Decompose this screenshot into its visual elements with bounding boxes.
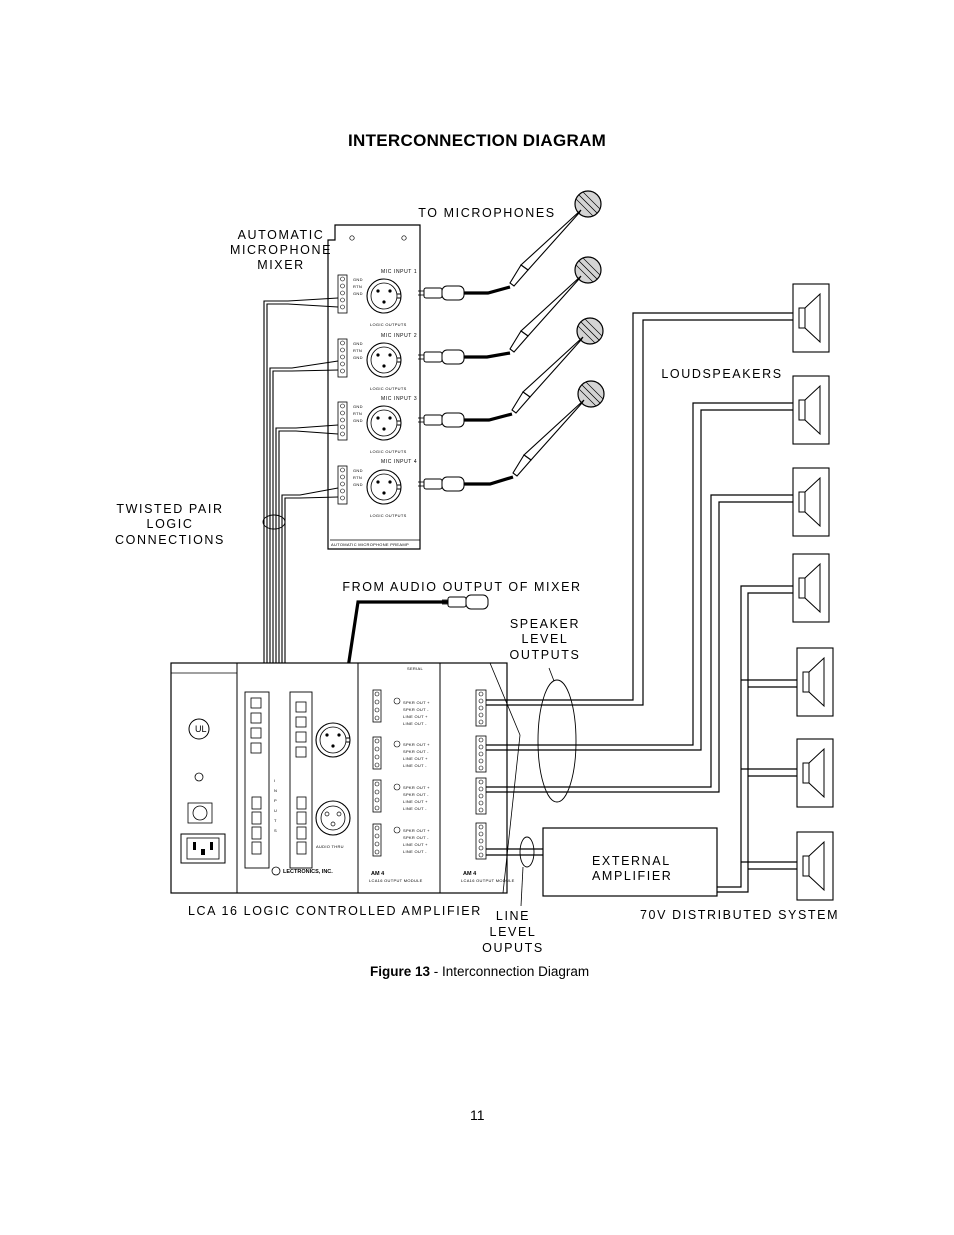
inputs-letter: S xyxy=(274,828,277,833)
speaker-level-ellipse xyxy=(538,680,576,802)
pin-label: GND xyxy=(353,277,363,282)
label-lca16: LCA 16 LOGIC CONTROLLED AMPLIFIER xyxy=(188,904,482,918)
inputs-letter: T xyxy=(274,818,277,823)
svg-text:SPKR OUT -: SPKR OUT - xyxy=(403,835,429,840)
mic-input-label: MIC INPUT 2 xyxy=(381,333,418,339)
label-line-level-line1: LINE xyxy=(495,909,531,923)
label-line-level-line2: LEVEL xyxy=(489,925,537,939)
pin-label: GND xyxy=(353,468,363,473)
module-name: AM 4 xyxy=(463,871,477,877)
pin-label: GND xyxy=(353,482,363,487)
mic-input-label: MIC INPUT 3 xyxy=(381,396,418,402)
svg-text:LINE OUT -: LINE OUT - xyxy=(403,806,427,811)
preamp-footer: AUTOMATIC MICROPHONE PREAMP xyxy=(331,542,409,547)
label-external-amplifier-line2: AMPLIFIER xyxy=(592,869,673,883)
label-speaker-level-line2: LEVEL xyxy=(521,632,569,646)
logic-outputs-label: LOGIC OUTPUTS xyxy=(370,513,407,518)
automatic-microphone-preamp xyxy=(328,225,420,549)
line-level-ellipse xyxy=(520,837,534,867)
inputs-letter: I xyxy=(274,778,276,783)
inputs-letter: N xyxy=(274,788,278,793)
svg-text:LINE OUT +: LINE OUT + xyxy=(403,799,428,804)
pin-label: GND xyxy=(353,404,363,409)
svg-text:SPKR OUT -: SPKR OUT - xyxy=(403,749,429,754)
logic-outputs-label: LOGIC OUTPUTS xyxy=(370,449,407,454)
label-external-amplifier-line1: EXTERNAL xyxy=(592,854,671,868)
pin-label: RTN xyxy=(353,284,363,289)
label-twisted-pair-line1: TWISTED PAIR xyxy=(116,502,224,516)
svg-text:LINE OUT -: LINE OUT - xyxy=(403,763,427,768)
figure-caption xyxy=(370,964,589,979)
loudspeakers xyxy=(793,284,833,900)
svg-text:LINE OUT +: LINE OUT + xyxy=(403,756,428,761)
svg-text:SPKR OUT +: SPKR OUT + xyxy=(403,700,430,705)
svg-text:LINE OUT -: LINE OUT - xyxy=(403,721,427,726)
mic-input-label: MIC INPUT 4 xyxy=(381,459,418,465)
label-speaker-level-line1: SPEAKER xyxy=(509,617,581,631)
svg-text:SPKR OUT +: SPKR OUT + xyxy=(403,828,430,833)
label-twisted-pair-line3: CONNECTIONS xyxy=(115,533,225,547)
brand-label: LECTRONICS, INC. xyxy=(283,869,333,875)
label-to-microphones: TO MICROPHONES xyxy=(418,206,556,220)
label-line-level-line3: OUPUTS xyxy=(482,941,544,955)
label-loudspeakers: LOUDSPEAKERS xyxy=(661,367,783,381)
audio-thru-label: AUDIO THRU xyxy=(316,844,344,849)
pin-label: RTN xyxy=(353,475,363,480)
pin-label: GND xyxy=(353,291,363,296)
module-name: AM 4 xyxy=(371,871,385,877)
label-speaker-level-line3: OUTPUTS xyxy=(509,648,581,662)
label-70v-distributed: 70V DISTRIBUTED SYSTEM xyxy=(640,908,840,922)
svg-text:LINE OUT +: LINE OUT + xyxy=(403,842,428,847)
figure-caption-text: - Interconnection Diagram xyxy=(430,964,590,979)
mic-input-label: MIC INPUT 1 xyxy=(381,269,418,275)
svg-text:SPKR OUT -: SPKR OUT - xyxy=(403,707,429,712)
svg-text:LINE OUT +: LINE OUT + xyxy=(403,714,428,719)
svg-text:UL: UL xyxy=(195,724,207,734)
module-sub: LCA16 OUTPUT MODULE xyxy=(461,878,515,883)
inputs-letter: P xyxy=(274,798,277,803)
lca16-amplifier xyxy=(171,663,520,893)
label-from-audio-output: FROM AUDIO OUTPUT OF MIXER xyxy=(342,580,582,594)
label-automatic-mixer-line2: MICROPHONE xyxy=(229,243,333,257)
label-automatic-mixer-line3: MIXER xyxy=(257,258,305,272)
pin-label: RTN xyxy=(353,411,363,416)
microphones xyxy=(418,191,604,491)
speaker-wiring xyxy=(486,313,797,892)
page-number: 11 xyxy=(470,1107,485,1123)
pin-label: GND xyxy=(353,341,363,346)
logic-outputs-label: LOGIC OUTPUTS xyxy=(370,386,407,391)
svg-text:SPKR OUT +: SPKR OUT + xyxy=(403,785,430,790)
label-twisted-pair-line2: LOGIC xyxy=(146,517,194,531)
svg-text:SPKR OUT -: SPKR OUT - xyxy=(403,792,429,797)
logic-outputs-label: LOGIC OUTPUTS xyxy=(370,322,407,327)
inputs-letter: U xyxy=(274,808,278,813)
label-automatic-mixer-line1: AUTOMATIC xyxy=(237,228,325,242)
page-title: INTERCONNECTION DIAGRAM xyxy=(348,131,607,150)
pin-label: GND xyxy=(353,418,363,423)
svg-text:SPKR OUT +: SPKR OUT + xyxy=(403,742,430,747)
figure-caption-bold: Figure 13 xyxy=(370,964,431,979)
module-sub: LCA16 OUTPUT MODULE xyxy=(369,878,423,883)
svg-text:SERIAL: SERIAL xyxy=(407,666,424,671)
pin-label: RTN xyxy=(353,348,363,353)
svg-text:LINE OUT -: LINE OUT - xyxy=(403,849,427,854)
pin-label: GND xyxy=(353,355,363,360)
